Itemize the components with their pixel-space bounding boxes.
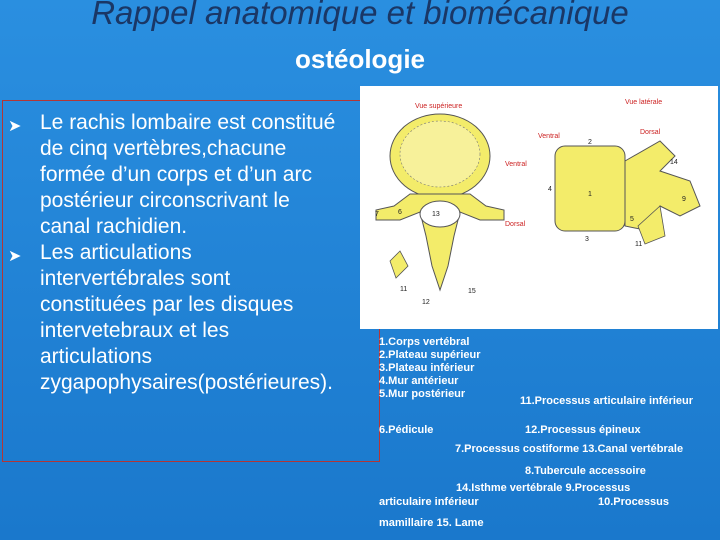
slide-subtitle: ostéologie: [294, 44, 425, 74]
legend-item: 4.Mur antérieur: [379, 375, 459, 387]
superior-view-vertebra: [376, 114, 504, 290]
view-lateral-label: Vue latérale: [625, 99, 663, 106]
arrow-bullet-icon: ➤: [8, 118, 22, 135]
svg-text:1: 1: [588, 191, 592, 198]
bullet-line: zygapophysaires(postérieures).: [40, 371, 333, 394]
legend-item: 3.Plateau inférieur: [379, 362, 475, 374]
bullet-line: Le rachis lombaire est constitué: [40, 111, 336, 134]
legend-item-8: 8.Tubercule accessoire: [525, 465, 646, 477]
svg-text:5: 5: [630, 216, 634, 223]
dorsal-side-label: Dorsal: [505, 221, 526, 228]
legend-item-mam-15: mamillaire 15. Lame: [379, 517, 484, 529]
bullet-line: articulations: [40, 345, 153, 368]
legend-item: 5.Mur postérieur: [379, 388, 466, 400]
legend-item-6: 6.Pédicule: [379, 424, 434, 436]
bullet-line: de cinq vertèbres,chacune: [40, 137, 287, 160]
svg-text:11: 11: [400, 286, 408, 293]
svg-text:7: 7: [375, 211, 379, 218]
svg-text:14: 14: [670, 159, 678, 166]
svg-text:9: 9: [682, 196, 686, 203]
svg-text:15: 15: [468, 288, 476, 295]
arrow-bullet-icon: ➤: [8, 248, 22, 265]
svg-text:13: 13: [432, 211, 440, 218]
lateral-view-vertebra: [555, 141, 700, 244]
svg-text:12: 12: [422, 299, 430, 306]
ventral-label: Ventral: [538, 133, 560, 140]
bullet-item-2: [8, 240, 378, 400]
svg-text:11: 11: [635, 241, 643, 248]
vertebra-diagram: [360, 86, 718, 329]
legend-item-12: 12.Processus épineux: [525, 424, 641, 436]
bullet-line: formée d’un corps et d’un arc: [40, 163, 312, 186]
ventral-side-label: Ventral: [505, 161, 527, 168]
legend-item: 2.Plateau supérieur: [379, 349, 481, 361]
svg-text:2: 2: [588, 139, 592, 146]
bullet-item-1: [8, 110, 368, 240]
bullet-line: postérieur circonscrivant le: [40, 189, 290, 212]
svg-text:6: 6: [398, 209, 402, 216]
legend-col-1: [379, 336, 481, 401]
bullet-line: canal rachidien.: [40, 215, 188, 238]
bullet-line: constituées par les disques: [40, 293, 294, 316]
legend-item-11: 11.Processus articulaire inférieur: [520, 395, 694, 407]
legend-item-art-inf: articulaire inférieur: [379, 496, 479, 508]
view-superior-label: Vue supérieure: [415, 103, 463, 110]
legend-item: 1.Corps vertébral: [379, 336, 470, 348]
bullet-line: intervetebraux et les: [40, 319, 230, 342]
legend-item-7-13: 7.Processus costiforme 13.Canal vertébrale: [455, 443, 684, 455]
svg-text:3: 3: [585, 236, 589, 243]
svg-text:4: 4: [548, 186, 552, 193]
dorsal-top-label: Dorsal: [640, 129, 661, 136]
legend-item-14-9: 14.Isthme vertébrale 9.Processus: [456, 482, 631, 494]
legend-item-10: 10.Processus: [598, 496, 669, 508]
bullet-line: intervertébrales sont: [40, 267, 231, 290]
vertebra-figure: [360, 86, 718, 329]
slide-title: Rappel anatomique et biomécanique: [91, 0, 629, 31]
bullet-line: Les articulations: [40, 241, 192, 264]
